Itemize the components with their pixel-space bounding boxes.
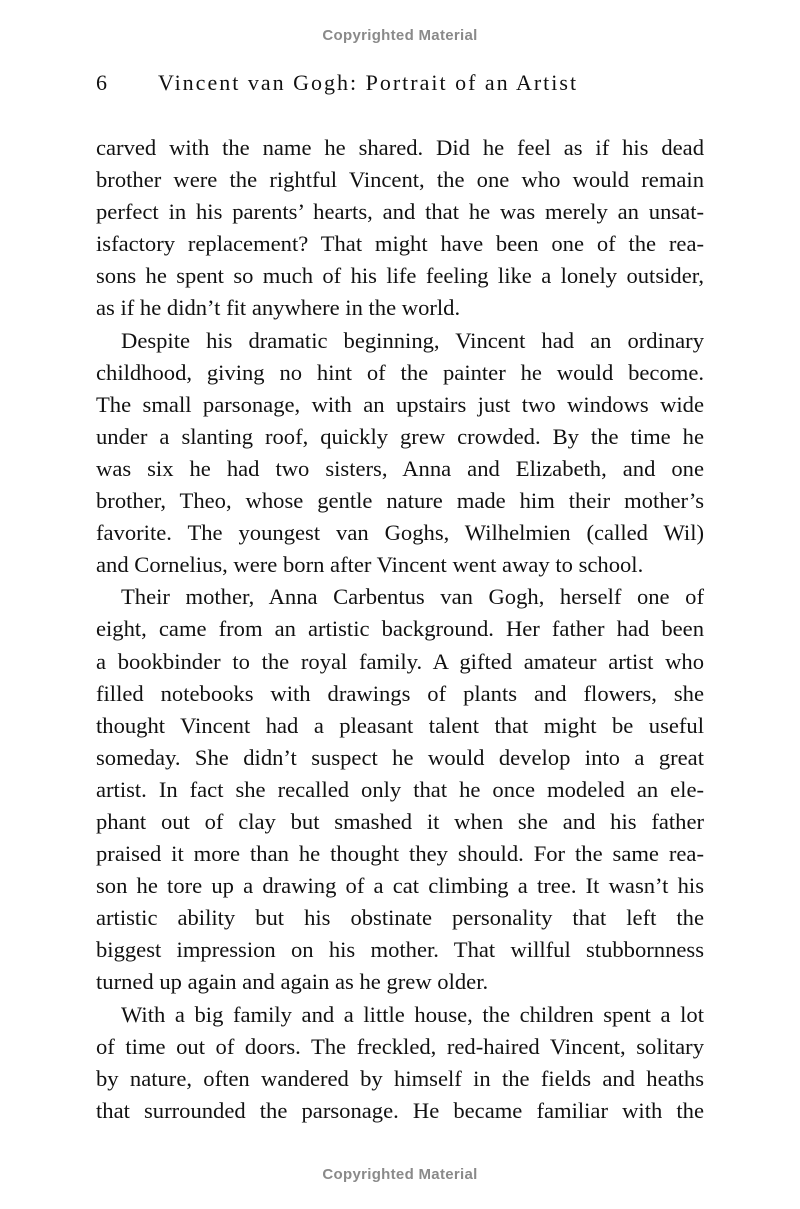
- text-line: perfect in his parents’ hearts, and that he was merely an unsat-: [96, 199, 704, 225]
- text-line: was six he had two sisters, Anna and Elizabeth, and one: [96, 455, 704, 481]
- text-line: childhood, giving no hint of the painter he would become.: [96, 359, 704, 385]
- paragraph-first-line: Their mother, Anna Carbentus van Gogh, herself one of: [121, 584, 704, 610]
- text-line: turned up again and again as he grew older.: [96, 969, 489, 995]
- text-line: by nature, often wandered by himself in the fields and heaths: [96, 1065, 704, 1091]
- text-line: The small parsonage, with an upstairs just two windows wide: [96, 391, 704, 417]
- text-line: someday. She didn’t suspect he would develop into a great: [96, 744, 704, 770]
- text-line: that surrounded the parsonage. He became familiar with the: [96, 1097, 704, 1123]
- body-text: [96, 132, 704, 1127]
- text-line: favorite. The youngest van Goghs, Wilhelmien (called Wil): [96, 520, 704, 546]
- text-line: carved with the name he shared. Did he feel as if his dead: [96, 135, 704, 160]
- text-line: phant out of clay but smashed it when she and his father: [96, 808, 704, 834]
- text-line: praised it more than he thought they should. For the same rea-: [96, 841, 704, 867]
- page-number: 6: [96, 70, 109, 95]
- text-line: of time out of doors. The freckled, red-haired Vincent, solitary: [96, 1033, 704, 1059]
- text-line: under a slanting roof, quickly grew crowded. By the time he: [96, 423, 704, 449]
- text-line: filled notebooks with drawings of plants and flowers, she: [96, 680, 704, 706]
- text-line: and Cornelius, were born after Vincent went away to school.: [96, 552, 644, 578]
- text-line: a bookbinder to the royal family. A gifted amateur artist who: [96, 648, 704, 674]
- text-line: artistic ability but his obstinate personality that left the: [96, 905, 704, 931]
- text-line: brother were the rightful Vincent, the one who would remain: [96, 167, 704, 193]
- text-line: artist. In fact she recalled only that he once modeled an ele-: [96, 776, 704, 802]
- text-line: as if he didn’t fit anywhere in the world.: [96, 295, 461, 321]
- running-header: [96, 70, 706, 96]
- text-line: brother, Theo, whose gentle nature made him their mother’s: [96, 488, 704, 514]
- paragraph-first-line: Despite his dramatic beginning, Vincent had an ordinary: [121, 327, 704, 353]
- text-line: eight, came from an artistic background. Her father had been: [96, 616, 704, 642]
- text-line: biggest impression on his mother. That willful stubbornness: [96, 937, 704, 963]
- text-line: isfactory replacement? That might have been one of the rea-: [96, 231, 704, 257]
- paragraph-first-line: With a big family and a little house, the children spent a lot: [121, 1001, 704, 1027]
- text-line: son he tore up a drawing of a cat climbing a tree. It wasn’t his: [96, 873, 704, 899]
- copyright-watermark-bottom: Copyrighted Material: [322, 1166, 478, 1183]
- text-line: sons he spent so much of his life feeling like a lonely outsider,: [96, 263, 704, 289]
- book-title: Vincent van Gogh: Portrait of an Artist: [158, 70, 579, 95]
- text-line: thought Vincent had a pleasant talent that might be useful: [96, 712, 704, 738]
- copyright-watermark-top: Copyrighted Material: [322, 27, 478, 44]
